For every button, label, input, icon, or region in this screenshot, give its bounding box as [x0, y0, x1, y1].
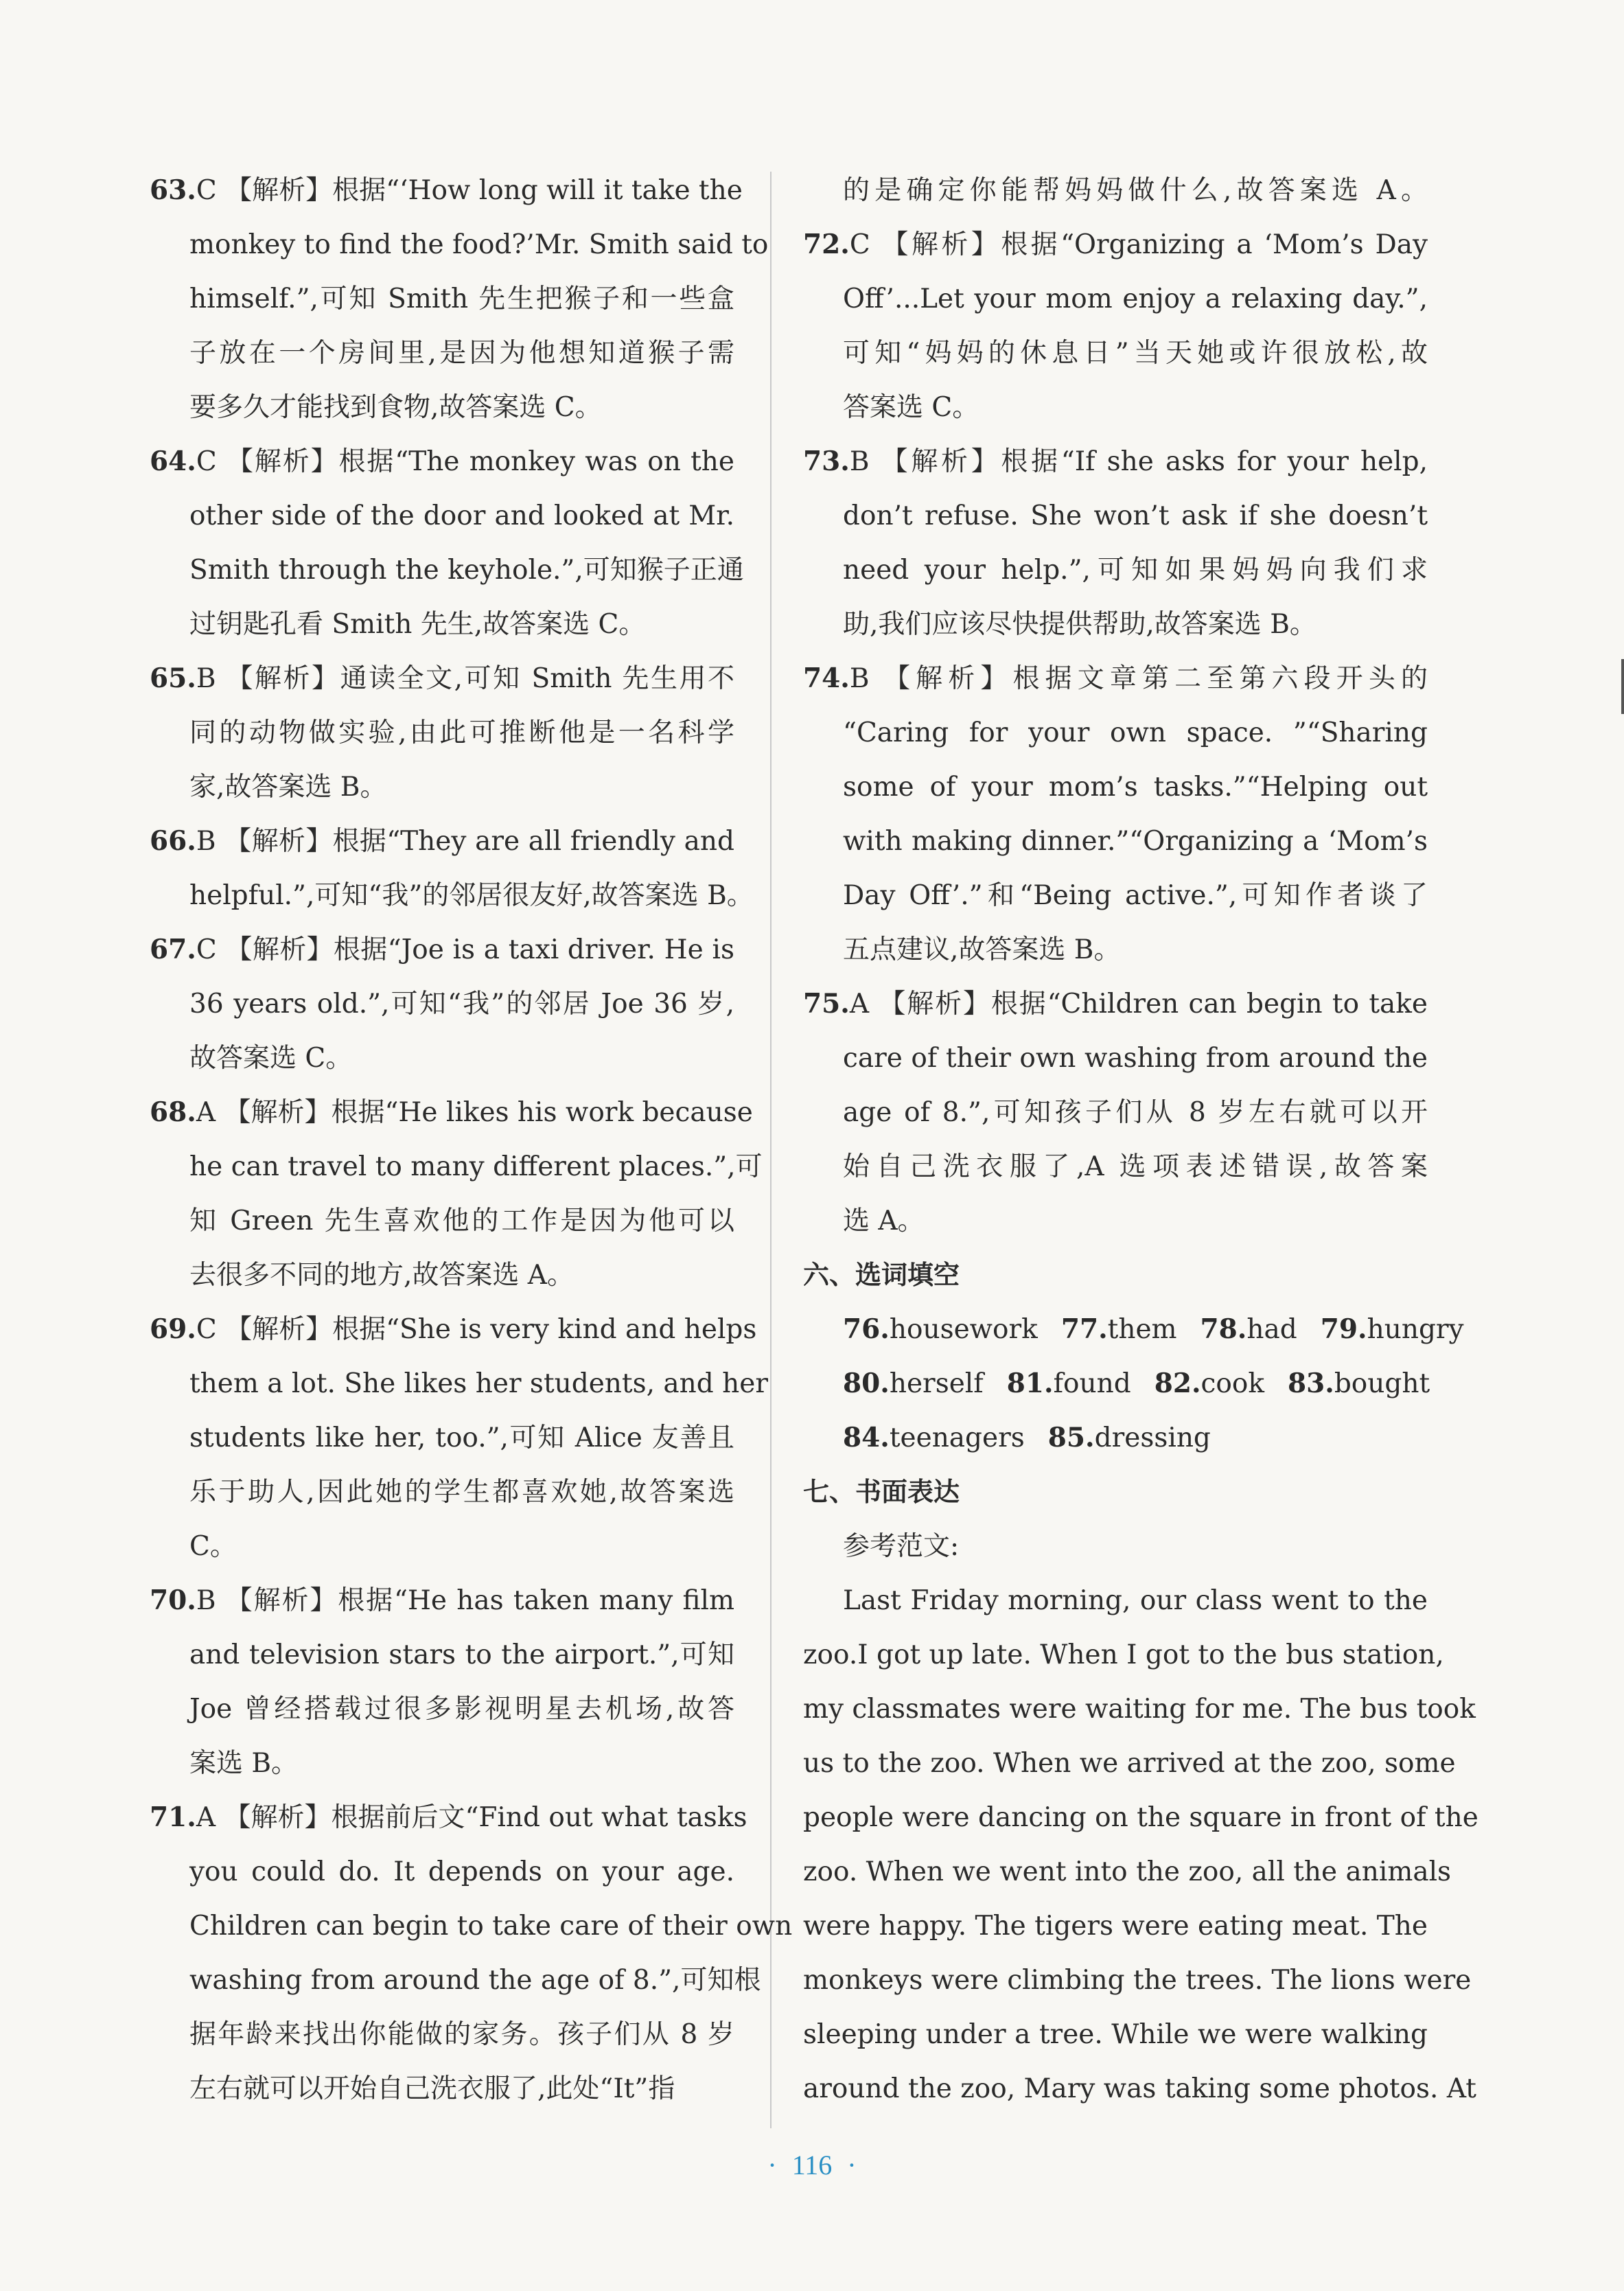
answer-line: [803, 977, 1428, 1031]
question-number: 72.: [803, 229, 850, 260]
explanation-text: 【解析】根据“Children can begin to take: [879, 989, 1428, 1020]
answer-line: age of 8.”,可知孩子们从 8 岁左右就可以开: [843, 1097, 1428, 1128]
answer-line: 过钥匙孔看 Smith 先生,故答案选 C。: [189, 609, 646, 640]
explanation-text: 【解析】根据“He likes his work because: [224, 1097, 753, 1128]
answer-letter: B: [849, 446, 870, 477]
answer-line: he can travel to many different places.”,可: [189, 1151, 763, 1182]
answer-line: monkey to find the food?’Mr. Smith said to: [189, 229, 769, 260]
answer-line: [150, 435, 734, 489]
vocab-item: [1061, 1314, 1177, 1345]
answer-letter: A: [849, 989, 870, 1020]
answer-line: 同的动物做实验,由此可推断他是一名科学: [189, 717, 734, 748]
answer-line: [150, 1085, 753, 1140]
question-number: 78.: [1200, 1313, 1247, 1345]
answer-line: Day Off’.”和“Being active.”,可知作者谈了: [843, 880, 1428, 911]
answer-line: [150, 163, 743, 218]
essay-line: zoo.I got up late. When I got to the bus station,: [803, 1639, 1444, 1670]
essay-line: sleeping under a tree. While we were walking: [803, 2019, 1428, 2050]
question-number: 63.: [150, 174, 196, 206]
answer-letter: A: [196, 1097, 216, 1128]
answer-line: [150, 1574, 734, 1628]
essay-line: people were dancing on the square in front of the: [803, 1802, 1478, 1833]
answer-line: 助,我们应该尽快提供帮助,故答案选 B。: [843, 609, 1316, 640]
vocab-item: [843, 1368, 984, 1399]
answer-word: cook: [1200, 1368, 1264, 1399]
vocab-item: [1007, 1368, 1131, 1399]
vocab-row: [803, 1411, 1428, 1465]
answer-line: [150, 814, 734, 868]
page-number: · 116 ·: [767, 2150, 857, 2180]
vocab-answers: [803, 1302, 1464, 1465]
answer-letter: C: [196, 1314, 217, 1345]
right-column: [803, 163, 1478, 2116]
answer-line: helpful.”,可知“我”的邻居很友好,故答案选 B。: [189, 880, 754, 911]
answer-line: with making dinner.”“Organizing a ‘Mom’s: [843, 826, 1428, 857]
answer-word: found: [1053, 1368, 1131, 1399]
question-number: 79.: [1320, 1313, 1367, 1345]
answer-line: 故答案选 C。: [189, 1043, 353, 1074]
answer-line: [150, 1791, 747, 1845]
question-number: 84.: [843, 1422, 890, 1453]
answer-line: Smith through the keyhole.”,可知猴子正通: [189, 555, 744, 586]
left-column: [150, 163, 793, 2116]
answer-word: teenagers: [889, 1423, 1025, 1453]
question-number: 74.: [803, 663, 850, 694]
explanation-text: 【解析】通读全文,可知 Smith 先生用不: [226, 663, 734, 694]
explanation-text: 【解析】根据“He has taken many film: [225, 1585, 734, 1616]
answer-line: [150, 652, 734, 706]
section-7-heading: 七、书面表达: [803, 1477, 960, 1507]
answer-line: you could do. It depends on your age.: [189, 1856, 734, 1887]
vocab-row: [803, 1302, 1464, 1357]
answer-letter: B: [849, 663, 870, 694]
essay-line: were happy. The tigers were eating meat. The: [803, 1911, 1428, 1942]
answer-letter: B: [196, 663, 216, 694]
answer-word: had: [1246, 1314, 1297, 1345]
question-number: 85.: [1047, 1422, 1095, 1453]
answer-line: washing from around the age of 8.”,可知根: [189, 1965, 761, 1996]
sample-essay: [803, 1574, 1478, 2116]
vocab-item: [1048, 1423, 1211, 1453]
answer-71-continuation: 的是确定你能帮妈妈做什么,故答案选 A。: [843, 175, 1428, 206]
answer-line: 据年龄来找出你能做的家务。孩子们从 8 岁: [189, 2019, 734, 2050]
question-number: 71.: [150, 1801, 196, 1833]
answer-line: [150, 1302, 757, 1357]
essay-line: us to the zoo. When we arrived at the zoo, some: [803, 1748, 1456, 1779]
answer-line: need your help.”,可知如果妈妈向我们求: [843, 555, 1428, 586]
sample-essay-label: 参考范文:: [843, 1531, 960, 1562]
question-number: 70.: [150, 1585, 196, 1616]
essay-line: around the zoo, Mary was taking some photos. At: [803, 2073, 1476, 2104]
explanation-text: 【解析】根据前后文“Find out what tasks: [224, 1802, 747, 1833]
essay-line: zoo. When we went into the zoo, all the animals: [803, 1856, 1452, 1887]
answer-line: 去很多不同的地方,故答案选 A。: [189, 1260, 574, 1291]
answer-letter: C: [196, 175, 217, 206]
vocab-item: [1288, 1368, 1430, 1399]
explanation-text: 【解析】根据“If she asks for your help,: [881, 446, 1428, 477]
answer-line: and television stars to the airport.”,可知: [189, 1639, 734, 1670]
answer-letter: C: [196, 446, 217, 477]
answer-line: 选 A。: [843, 1206, 925, 1236]
right-answers: [803, 218, 1428, 1248]
answer-line: 左右就可以开始自己洗衣服了,此处“It”指: [189, 2073, 675, 2104]
answer-line: 答案选 C。: [843, 392, 979, 423]
question-number: 73.: [803, 446, 850, 477]
column-divider: [770, 172, 772, 2128]
answer-word: housework: [889, 1314, 1038, 1345]
answer-word: herself: [889, 1368, 984, 1399]
answer-letter: C: [849, 229, 870, 260]
answer-line: [150, 923, 734, 977]
answer-line: C。: [189, 1531, 237, 1562]
essay-line: monkeys were climbing the trees. The lions were: [803, 1965, 1472, 1996]
answer-line: care of their own washing from around the: [843, 1043, 1428, 1074]
answer-word: them: [1107, 1314, 1177, 1345]
vocab-item: [843, 1423, 1025, 1453]
question-number: 76.: [843, 1313, 890, 1345]
answer-line: himself.”,可知 Smith 先生把猴子和一些盒: [189, 284, 734, 314]
answer-line: 案选 B。: [189, 1748, 299, 1779]
answer-letter: B: [196, 826, 216, 857]
answer-line: 要多久才能找到食物,故答案选 C。: [189, 392, 602, 423]
essay-line: Last Friday morning, our class went to the: [843, 1585, 1428, 1616]
answer-line: [803, 218, 1428, 272]
question-number: 66.: [150, 825, 196, 857]
vocab-item: [843, 1314, 1038, 1345]
explanation-text: 【解析】根据“They are all friendly and: [224, 826, 735, 857]
answer-line: students like her, too.”,可知 Alice 友善且: [189, 1423, 734, 1453]
question-number: 83.: [1287, 1368, 1334, 1399]
answer-word: bought: [1334, 1368, 1430, 1399]
question-number: 80.: [843, 1368, 890, 1399]
answer-letter: C: [196, 934, 217, 965]
answer-line: Off’...Let your mom enjoy a relaxing day.”,: [843, 284, 1428, 314]
answer-word: hungry: [1367, 1314, 1464, 1345]
explanation-text: 【解析】根据“‘How long will it take the: [225, 175, 743, 206]
question-number: 65.: [150, 663, 196, 694]
answer-line: 36 years old.”,可知“我”的邻居 Joe 36 岁,: [189, 989, 734, 1020]
answer-line: [803, 652, 1428, 706]
answer-line: [803, 435, 1428, 489]
answer-line: other side of the door and looked at Mr.: [189, 500, 734, 531]
answer-letter: A: [196, 1802, 216, 1833]
question-number: 69.: [150, 1313, 196, 1345]
explanation-text: 【解析】根据“Organizing a ‘Mom’s Day: [881, 229, 1428, 260]
answer-line: 始自己洗衣服了,A 选项表述错误,故答案: [843, 1151, 1428, 1182]
question-number: 67.: [150, 934, 196, 965]
explanation-text: 【解析】根据文章第二至第六段开头的: [883, 663, 1428, 694]
answer-line: some of your mom’s tasks.”“Helping out: [843, 772, 1428, 803]
essay-line: my classmates were waiting for me. The bus took: [803, 1694, 1476, 1725]
answer-line: don’t refuse. She won’t ask if she doesn’t: [843, 500, 1428, 531]
explanation-text: 【解析】根据“The monkey was on the: [226, 446, 734, 477]
answer-line: 知 Green 先生喜欢他的工作是因为他可以: [189, 1206, 734, 1236]
question-number: 64.: [150, 446, 196, 477]
question-number: 82.: [1154, 1368, 1201, 1399]
answer-line: 子放在一个房间里,是因为他想知道猴子需: [189, 338, 734, 369]
vocab-row: [803, 1357, 1428, 1411]
answer-line: “Caring for your own space. ”“Sharing: [843, 717, 1428, 748]
question-number: 75.: [803, 988, 850, 1020]
answer-letter: B: [196, 1585, 216, 1616]
answer-line: Children can begin to take care of their own: [189, 1911, 793, 1942]
explanation-text: 【解析】根据“She is very kind and helps: [225, 1314, 757, 1345]
section-6-heading: 六、选词填空: [803, 1260, 960, 1290]
question-number: 77.: [1060, 1313, 1108, 1345]
vocab-item: [1155, 1368, 1264, 1399]
answer-line: 可知“妈妈的休息日”当天她或许很放松,故: [843, 338, 1428, 369]
answer-line: Joe 曾经搭载过很多影视明星去机场,故答: [189, 1694, 734, 1725]
answer-line: 乐于助人,因此她的学生都喜欢她,故答案选: [189, 1477, 734, 1508]
answer-word: dressing: [1094, 1423, 1211, 1453]
question-number: 68.: [150, 1096, 196, 1128]
answer-line: them a lot. She likes her students, and her: [189, 1368, 768, 1399]
vocab-item: [1200, 1314, 1297, 1345]
answer-line: 五点建议,故答案选 B。: [843, 934, 1121, 965]
vocab-item: [1321, 1314, 1464, 1345]
explanation-text: 【解析】根据“Joe is a taxi driver. He is: [225, 934, 734, 965]
scan-edge-mark: [1621, 659, 1624, 714]
answer-line: 家,故答案选 B。: [189, 772, 387, 803]
question-number: 81.: [1006, 1368, 1054, 1399]
